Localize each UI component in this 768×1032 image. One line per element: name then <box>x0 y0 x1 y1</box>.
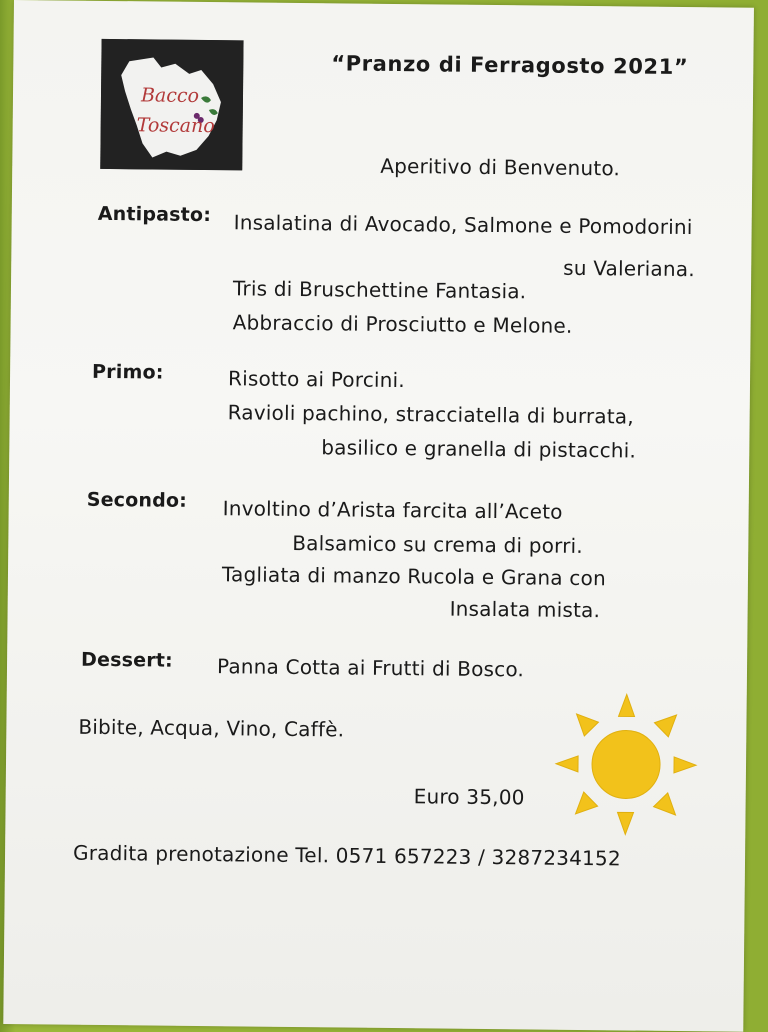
dessert-label: Dessert: <box>80 648 174 672</box>
primo-line-1: Risotto ai Porcini. <box>227 366 406 393</box>
antipasto-line-4: Abbraccio di Prosciutto e Melone. <box>232 310 573 338</box>
menu-sheet <box>3 0 754 1032</box>
logo-text-toscano: Toscano <box>136 114 215 138</box>
antipasto-line-2: su Valeriana. <box>563 255 695 282</box>
price: Euro 35,00 <box>413 784 525 810</box>
drinks-line: Bibite, Acqua, Vino, Caffè. <box>78 714 345 742</box>
sun-icon <box>553 692 699 838</box>
secondo-line-3: Tagliata di manzo Rucola e Grana con <box>221 562 607 591</box>
primo-line-2: Ravioli pachino, stracciatella di burrata, <box>227 400 635 429</box>
primo-label: Primo: <box>91 360 164 384</box>
menu-title: “Pranzo di Ferragosto 2021” <box>331 51 689 80</box>
bacco-toscano-logo <box>100 39 243 170</box>
antipasto-label: Antipasto: <box>97 202 212 227</box>
antipasto-line-3: Tris di Bruschettine Fantasia. <box>232 276 527 304</box>
secondo-line-1: Involtino d’Arista farcita all’Aceto <box>222 496 563 524</box>
secondo-line-4: Insalata mista. <box>449 596 601 623</box>
secondo-line-2: Balsamico su crema di porri. <box>292 530 584 558</box>
aperitivo-line: Aperitivo di Benvenuto. <box>380 153 621 181</box>
secondo-label: Secondo: <box>86 488 188 512</box>
antipasto-line-1: Insalatina di Avocado, Salmone e Pomodorini <box>233 210 693 240</box>
logo-text-bacco: Bacco <box>140 84 200 107</box>
tuscany-map-icon <box>100 39 243 170</box>
booking-line: Gradita prenotazione Tel. 0571 657223 / 3287234152 <box>72 840 621 871</box>
primo-line-3: basilico e granella di pistacchi. <box>321 435 637 463</box>
dessert-line-1: Panna Cotta ai Frutti di Bosco. <box>216 654 525 682</box>
